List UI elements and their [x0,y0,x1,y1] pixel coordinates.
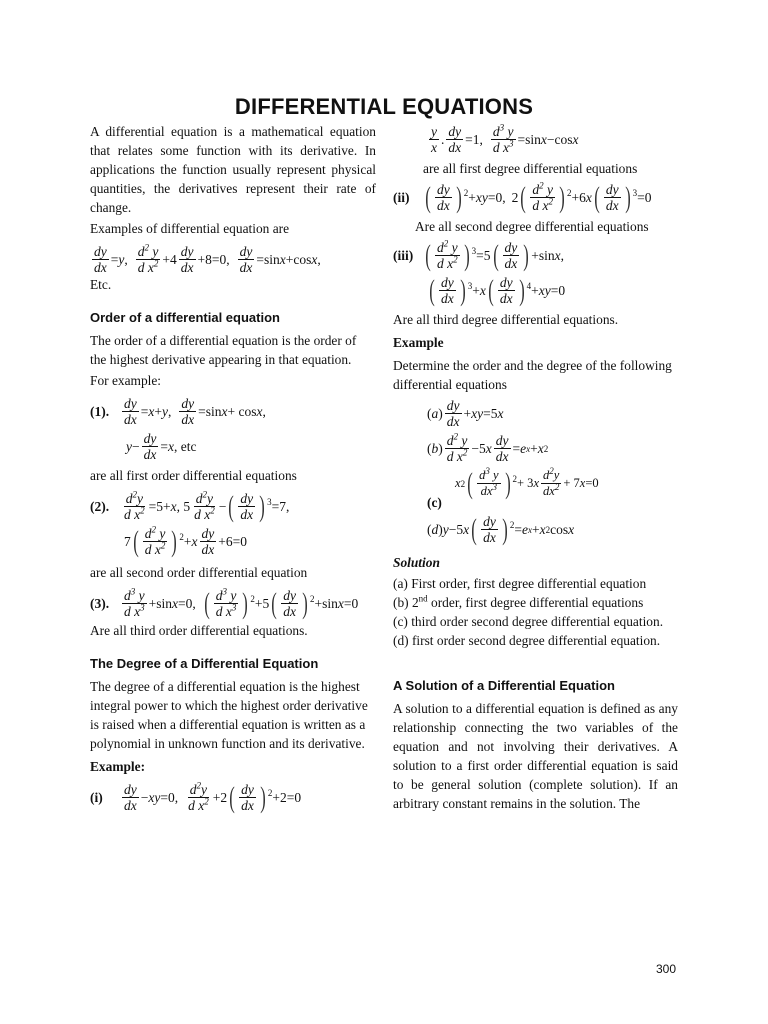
third-order-note: Are all third order differential equations. [90,623,308,638]
page-title: DIFFERENTIAL EQUATIONS [234,94,534,119]
equation-d: ( d ) y −5 x ( $\frac{dy}{dx}$ ) 2 = e x + x 2 cos x [427,512,575,546]
order-heading: Order of a differential equation [90,310,280,325]
examples-label: Examples of differential equation are [90,221,290,236]
solution-section-heading: A Solution of a Differential Equation [393,678,615,693]
equation-2: (2). $\frac{d^2y}{d x^2}$ =5+ x , 5 $\frac{d^2y}{d x^2}$ − ( $\frac{dy}{dx}$ ) 3 =7, [90,489,290,523]
determine-paragraph: Determine the order and the degree of the following differential equations [393,358,672,392]
examples-equation: $\frac{dy}{dx}$ = y , $\frac{d^2 y}{d x^2}$ +4 $\frac{dy}{dx}$ +8=0, $\frac{dy}{dx}$ =sin x +cos x , [94,242,321,275]
degree-paragraph: The degree of a differential equation is the highest integral power to which the highest order derivative is raised when a differential equation is written as a polynomial in unknown function and its derivative. [90,679,368,751]
second-order-note: are all second order differential equation [90,565,308,580]
equation-iii-cont: ( $\frac{dy}{dx}$ ) 3 + x ( $\frac{dy}{dx}$ ) 4 + xy =0 [429,273,566,307]
equation-1-cont: y − $\frac{dy}{dx}$ = x , etc [126,431,197,462]
third-degree-note: Are all third degree differential equations. [393,312,619,327]
order-paragraph: The order of a differential equation is the order of the highest derivative appearing in that equation. [90,333,357,367]
solution-heading: Solution [393,555,440,570]
first-degree-equation: $\frac{y}{x}$ . $\frac{dy}{dx}$ =1, $\frac{d^3 y}{d x^3}$ =sin x −cos x [431,122,579,155]
solution-d: (d) first order second degree differential equation. [393,633,661,648]
solution-c: (c) third order second degree differential equation. [393,614,664,629]
equation-c: x 2 ( $\frac{d^3 y}{dx^3}$ ) 2 + 3 x $\frac{d^2y}{dx^2}$ + 7 x =0 [455,465,599,500]
equation-2-cont: 7 ( $\frac{d^2 y}{d x^2}$ ) 2 + x $\frac{dy}{dx}$ +6=0 [124,524,247,558]
intro-paragraph: A differential equation is a mathematical equation that relates some function with its derivative. In applications the function usually represent physical quantities, the derivatives represent their rate of change. [90,124,376,215]
first-degree-note: are all first degree differential equations [423,161,638,176]
equation-a: ( a ) $\frac{dy}{dx}$ + xy =5 x [427,398,504,429]
equation-iii: (iii) ( $\frac{d^2 y}{d x^2}$ ) 3 =5 ( $\frac{dy}{dx}$ ) +sin x , [393,238,564,272]
equation-b: ( b ) $\frac{d^2 y}{d x^2}$ −5 x $\frac{dy}{dx}$ = e x + x 2 [427,431,549,464]
first-order-note: are all first order differential equations [90,468,297,483]
right-column [393,122,678,813]
left-column [90,122,376,813]
solution-b: (b) 2nd order, first degree differential equations [393,593,644,610]
solution-section-paragraph: A solution to a differential equation is defined as any relationship connecting the two variables of the equation and not involving their derivatives. A solution to a first order differential equation is said to be general solution (complete solution). If an arbitrary constant remains in the solution. The [393,701,678,811]
equation-1: (1). $\frac{dy}{dx}$ = x + y , $\frac{dy}{dx}$ =sin x + cos x , [90,396,266,427]
equation-3: (3). $\frac{d^3 y}{d x^3}$ +sin x =0, ( $\frac{d^3 y}{d x^3}$ ) 2 +5 ( $\frac{dy}{dx}$ ) 2 +sin x =0 [90,586,359,620]
example-heading: Example [393,335,444,350]
for-example-label: For example: [90,373,162,388]
degree-heading: The Degree of a Differential Equation [90,656,319,671]
equation-c-label: (c) [427,495,442,510]
solution-a: (a) First order, first degree differential equation [393,576,647,591]
equation-ii: (ii) ( $\frac{dy}{dx}$ ) 2 + xy =0, 2 ( $\frac{d^2 y}{d x^2}$ ) 2 +6 x ( $\frac{dy}{dx}$ ) 3 =0 [393,180,652,214]
etc-text: Etc. [90,277,112,292]
second-degree-note: Are all second degree differential equations [415,219,649,234]
page-number: 300 [656,962,677,976]
equation-i: (i) $\frac{dy}{dx}$ − xy =0, $\frac{d^2y}{d x^2}$ +2 ( $\frac{dy}{dx}$ ) 2 +2=0 [90,780,302,814]
example-label: Example: [90,759,146,774]
